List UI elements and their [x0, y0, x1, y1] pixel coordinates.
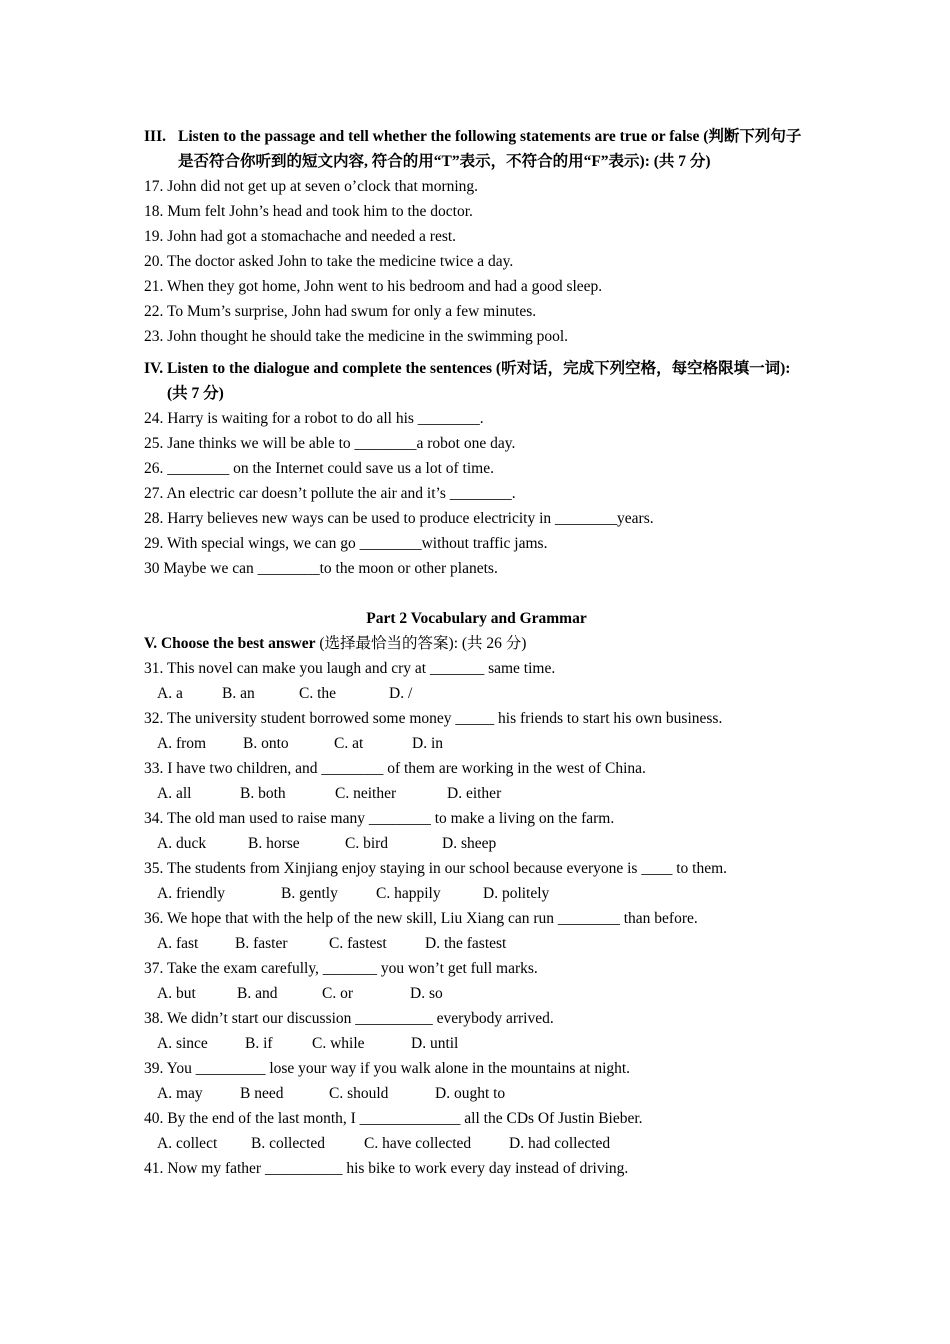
option-a: A. fast — [157, 935, 199, 952]
option-a: A. but — [157, 985, 196, 1002]
option-d: D. politely — [483, 885, 550, 902]
option-a: A. duck — [157, 835, 207, 852]
option-b: B. horse — [248, 835, 300, 852]
section-3-instructions: Listen to the passage and tell whether the following statements are true or false (判断下列句子是否符合你听到的短文内容, 符合的用“T”表示，不符合的用“F”表示): (共 7 分) — [178, 128, 802, 170]
option-b: B. and — [237, 985, 278, 1002]
question-39: 39. You _________ lose your way if you walk alone in the mountains at night. — [144, 1060, 631, 1077]
option-b: B. faster — [235, 935, 288, 952]
option-d: D. so — [410, 985, 443, 1002]
statement-17: 17. John did not get up at seven o’clock that morning. — [144, 178, 479, 195]
option-a: A. since — [157, 1035, 208, 1052]
option-c: C. the — [299, 685, 337, 702]
option-d: D. ought to — [435, 1085, 506, 1102]
option-c: C. fastest — [329, 935, 387, 952]
option-c: C. at — [334, 735, 364, 752]
statement-20: 20. The doctor asked John to take the medicine twice a day. — [144, 253, 514, 270]
statement-18: 18. Mum felt John’s head and took him to the doctor. — [144, 203, 473, 220]
question-37: 37. Take the exam carefully, _______ you won’t get full marks. — [144, 960, 538, 977]
sentence-29: 29. With special wings, we can go ________without traffic jams. — [144, 535, 548, 552]
sentence-27: 27. An electric car doesn’t pollute the air and it’s ________. — [144, 485, 516, 502]
option-c: C. or — [322, 985, 353, 1002]
statement-19: 19. John had got a stomachache and needed a rest. — [144, 228, 457, 245]
options-row — [144, 931, 809, 956]
section-3-number: III. — [144, 128, 166, 145]
exam-page — [144, 124, 809, 1181]
section-4-heading — [144, 356, 809, 406]
option-d: D. sheep — [442, 835, 497, 852]
options-row — [144, 781, 809, 806]
section-5-label: V. Choose the best answer — [144, 635, 316, 652]
statement-23: 23. John thought he should take the medicine in the swimming pool. — [144, 328, 569, 345]
sentence-25: 25. Jane thinks we will be able to ________a robot one day. — [144, 435, 516, 452]
option-d: D. in — [412, 735, 443, 752]
option-c: C. while — [312, 1035, 365, 1052]
options-row — [144, 981, 809, 1006]
section-5-heading — [144, 631, 809, 656]
question-34: 34. The old man used to raise many ________ to make a living on the farm. — [144, 810, 615, 827]
question-31: 31. This novel can make you laugh and cry at _______ same time. — [144, 660, 556, 677]
section-5-note: (选择最恰当的答案): (共 26 分) — [315, 635, 527, 652]
option-b: B. an — [222, 685, 255, 702]
question-32: 32. The university student borrowed some money _____ his friends to start his own business. — [144, 710, 723, 727]
question-35: 35. The students from Xinjiang enjoy staying in our school because everyone is ____ to them. — [144, 860, 728, 877]
option-c: C. neither — [335, 785, 397, 802]
option-b: B. onto — [243, 735, 289, 752]
question-36: 36. We hope that with the help of the new skill, Liu Xiang can run ________ than before. — [144, 910, 698, 927]
part-2-title: Part 2 Vocabulary and Grammar — [366, 610, 587, 627]
section-3-heading — [144, 124, 809, 174]
options-row — [144, 681, 809, 706]
sentence-26: 26. ________ on the Internet could save us a lot of time. — [144, 460, 494, 477]
options-row — [144, 1031, 809, 1056]
question-40: 40. By the end of the last month, I _____________ all the CDs Of Justin Bieber. — [144, 1110, 643, 1127]
question-33: 33. I have two children, and ________ of them are working in the west of China. — [144, 760, 646, 777]
option-d: D. the fastest — [425, 935, 507, 952]
option-a: A. a — [157, 685, 183, 702]
options-row — [144, 731, 809, 756]
question-list — [144, 656, 809, 1181]
options-row — [144, 881, 809, 906]
option-c: C. should — [329, 1085, 389, 1102]
section-4-number: IV. — [144, 360, 164, 377]
option-b: B. gently — [281, 885, 338, 902]
options-row — [144, 1131, 809, 1156]
option-d: D. had collected — [509, 1135, 611, 1152]
option-c: C. have collected — [364, 1135, 472, 1152]
options-row — [144, 831, 809, 856]
option-b: B need — [240, 1085, 284, 1102]
option-a: A. friendly — [157, 885, 226, 902]
sentence-24: 24. Harry is waiting for a robot to do all his ________. — [144, 410, 484, 427]
question-41: 41. Now my father __________ his bike to work every day instead of driving. — [144, 1160, 629, 1177]
option-c: C. bird — [345, 835, 389, 852]
option-b: B. if — [245, 1035, 273, 1052]
sentence-30: 30 Maybe we can ________to the moon or other planets. — [144, 560, 498, 577]
statement-21: 21. When they got home, John went to his bedroom and had a good sleep. — [144, 278, 603, 295]
statement-22: 22. To Mum’s surprise, John had swum for only a few minutes. — [144, 303, 537, 320]
option-b: B. both — [240, 785, 286, 802]
option-b: B. collected — [251, 1135, 326, 1152]
option-a: A. all — [157, 785, 192, 802]
option-a: A. from — [157, 735, 207, 752]
option-c: C. happily — [376, 885, 441, 902]
option-d: D. / — [389, 685, 413, 702]
option-d: D. either — [447, 785, 502, 802]
section-4-instructions: Listen to the dialogue and complete the sentences (听对话，完成下列空格，每空格限填一词): (共 7 分) — [167, 360, 791, 402]
sentence-28: 28. Harry believes new ways can be used to produce electricity in ________years. — [144, 510, 654, 527]
option-a: A. may — [157, 1085, 203, 1102]
question-38: 38. We didn’t start our discussion __________ everybody arrived. — [144, 1010, 554, 1027]
option-d: D. until — [411, 1035, 459, 1052]
options-row — [144, 1081, 809, 1106]
option-a: A. collect — [157, 1135, 218, 1152]
